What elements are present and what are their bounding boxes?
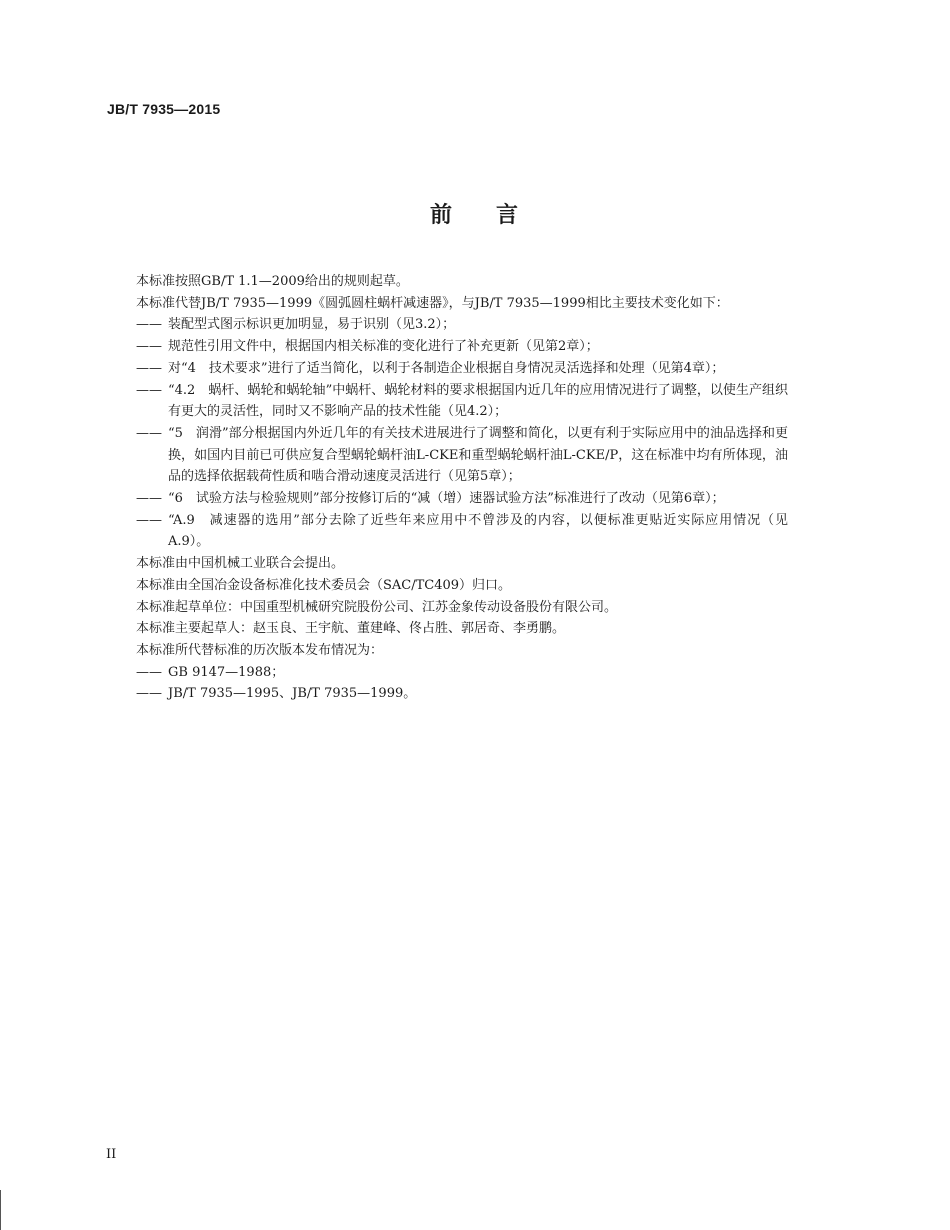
list-item bbox=[136, 423, 788, 488]
change-item-text: “5 润滑”部分根据国内外近几年的有关技术进展进行了调整和简化，以更有利于实际应用中的油品选择和更换，如国内目前已可供应复合型蜗轮蜗杆油L-CKE和重型蜗轮蜗杆油L-CKE/P，这在标准中均有所体现，油品的选择依据载荷性质和啮合滑动速度灵活进行（见第5章）； bbox=[168, 425, 788, 485]
list-item bbox=[136, 336, 788, 358]
change-item-text: 规范性引用文件中，根据国内相关标准的变化进行了补充更新（见第2章）； bbox=[168, 339, 599, 355]
title-char-2: 言 bbox=[496, 203, 521, 228]
paragraph-replacement: 本标准代替JB/T 7935—1999《圆弧圆柱蜗杆减速器》，与JB/T 7935—1999相比主要技术变化如下： bbox=[136, 295, 729, 311]
list-item bbox=[136, 358, 788, 380]
change-item-text: “6 试验方法与检验规则”部分按修订后的“减（增）速器试验方法”标准进行了改动（见第6章）； bbox=[168, 491, 725, 507]
list-dash: —— bbox=[136, 491, 162, 507]
change-item-text: 对“4 技术要求”进行了适当简化，以利于各制造企业根据自身情况灵活选择和处理（见第4章）； bbox=[168, 360, 725, 376]
list-item bbox=[136, 510, 788, 553]
statement-history-intro: 本标准所代替标准的历次版本发布情况为： bbox=[136, 642, 384, 658]
list-dash: —— bbox=[136, 360, 162, 376]
list-item bbox=[136, 380, 788, 423]
history-item-text: JB/T 7935—1995、JB/T 7935—1999。 bbox=[168, 686, 417, 702]
list-dash: —— bbox=[136, 382, 162, 398]
statement-drafting-units: 本标准起草单位：中国重型机械研究院股份公司、江苏金象传动设备股份有限公司。 bbox=[136, 599, 618, 615]
page-title bbox=[0, 198, 950, 229]
list-dash: —— bbox=[136, 317, 162, 333]
statement-proposer: 本标准由中国机械工业联合会提出。 bbox=[136, 556, 345, 572]
page-number: II bbox=[106, 1147, 117, 1162]
page-edge-rule bbox=[0, 1190, 1, 1230]
list-item bbox=[136, 662, 788, 684]
title-char-1: 前 bbox=[429, 203, 454, 228]
standard-code: JB/T 7935—2015 bbox=[107, 101, 221, 117]
list-dash: —— bbox=[136, 425, 162, 441]
list-item bbox=[136, 314, 788, 336]
paragraph-drafting-rules: 本标准按照GB/T 1.1—2009给出的规则起草。 bbox=[136, 274, 409, 289]
list-dash: —— bbox=[136, 664, 162, 680]
statement-drafters: 本标准主要起草人：赵玉良、王宇航、董建峰、佟占胜、郭居奇、李勇鹏。 bbox=[136, 621, 566, 637]
list-dash: —— bbox=[136, 339, 162, 355]
statement-committee: 本标准由全国冶金设备标准化技术委员会（SAC/TC409）归口。 bbox=[136, 577, 512, 593]
list-dash: —— bbox=[136, 686, 162, 702]
list-dash: —— bbox=[136, 512, 162, 528]
change-item-text: “A.9 减速器的选用”部分去除了近些年来应用中不曾涉及的内容，以便标准更贴近实际应用情况（见A.9）。 bbox=[168, 512, 788, 550]
list-item bbox=[136, 488, 788, 510]
change-item-text: 装配型式图示标识更加明显，易于识别（见3.2）； bbox=[168, 317, 456, 333]
foreword-body bbox=[136, 271, 788, 705]
list-item bbox=[136, 683, 788, 705]
change-item-text: “4.2 蜗杆、蜗轮和蜗轮轴”中蜗杆、蜗轮材料的要求根据国内近几年的应用情况进行了调整，以使生产组织有更大的灵活性，同时又不影响产品的技术性能（见4.2）； bbox=[168, 382, 788, 420]
history-item-text: GB 9147—1988； bbox=[168, 664, 285, 680]
